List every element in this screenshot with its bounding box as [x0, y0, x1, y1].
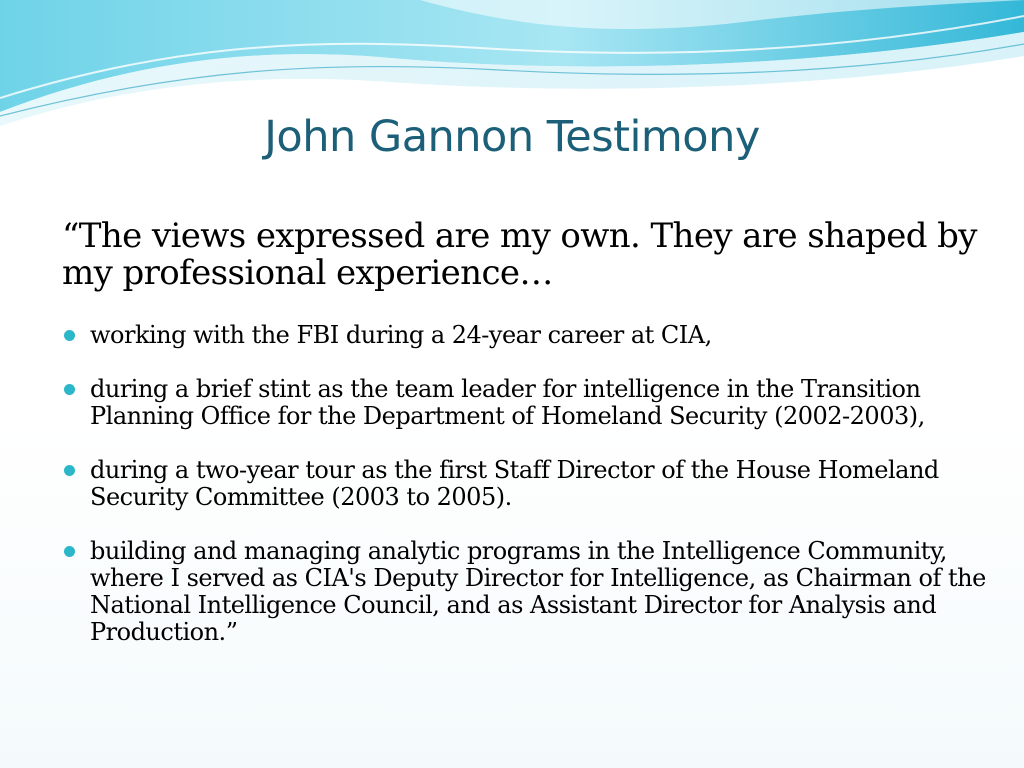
list-item: [62, 457, 992, 511]
list-item-text: building and managing analytic programs in the Intelligence Community, where I served as CIA's Deputy Director for Intelligence, as Chairman of the National Intelligence Council, and as Assistant Director for Analysis and Production.”: [90, 537, 986, 646]
slide-title: John Gannon Testimony: [264, 112, 760, 162]
intro-quote: “The views expressed are my own. They are shaped by my professional experience…: [62, 216, 977, 293]
bullet-dot-icon: [64, 330, 75, 341]
list-item: [62, 376, 992, 430]
list-item-text: during a brief stint as the team leader for intelligence in the Transition Planning Office for the Department of Homeland Security (2002-2003),: [90, 375, 925, 430]
experience-list: [62, 322, 992, 673]
header-wave-decoration: [0, 0, 1024, 130]
list-item-text: during a two-year tour as the first Staff Director of the House Homeland Security Committee (2003 to 2005).: [90, 456, 939, 511]
list-item-text: working with the FBI during a 24-year career at CIA,: [90, 321, 712, 349]
list-item: [62, 322, 992, 349]
bullet-dot-icon: [64, 546, 75, 557]
list-item: [62, 538, 992, 646]
bullet-dot-icon: [64, 465, 75, 476]
bullet-dot-icon: [64, 384, 75, 395]
